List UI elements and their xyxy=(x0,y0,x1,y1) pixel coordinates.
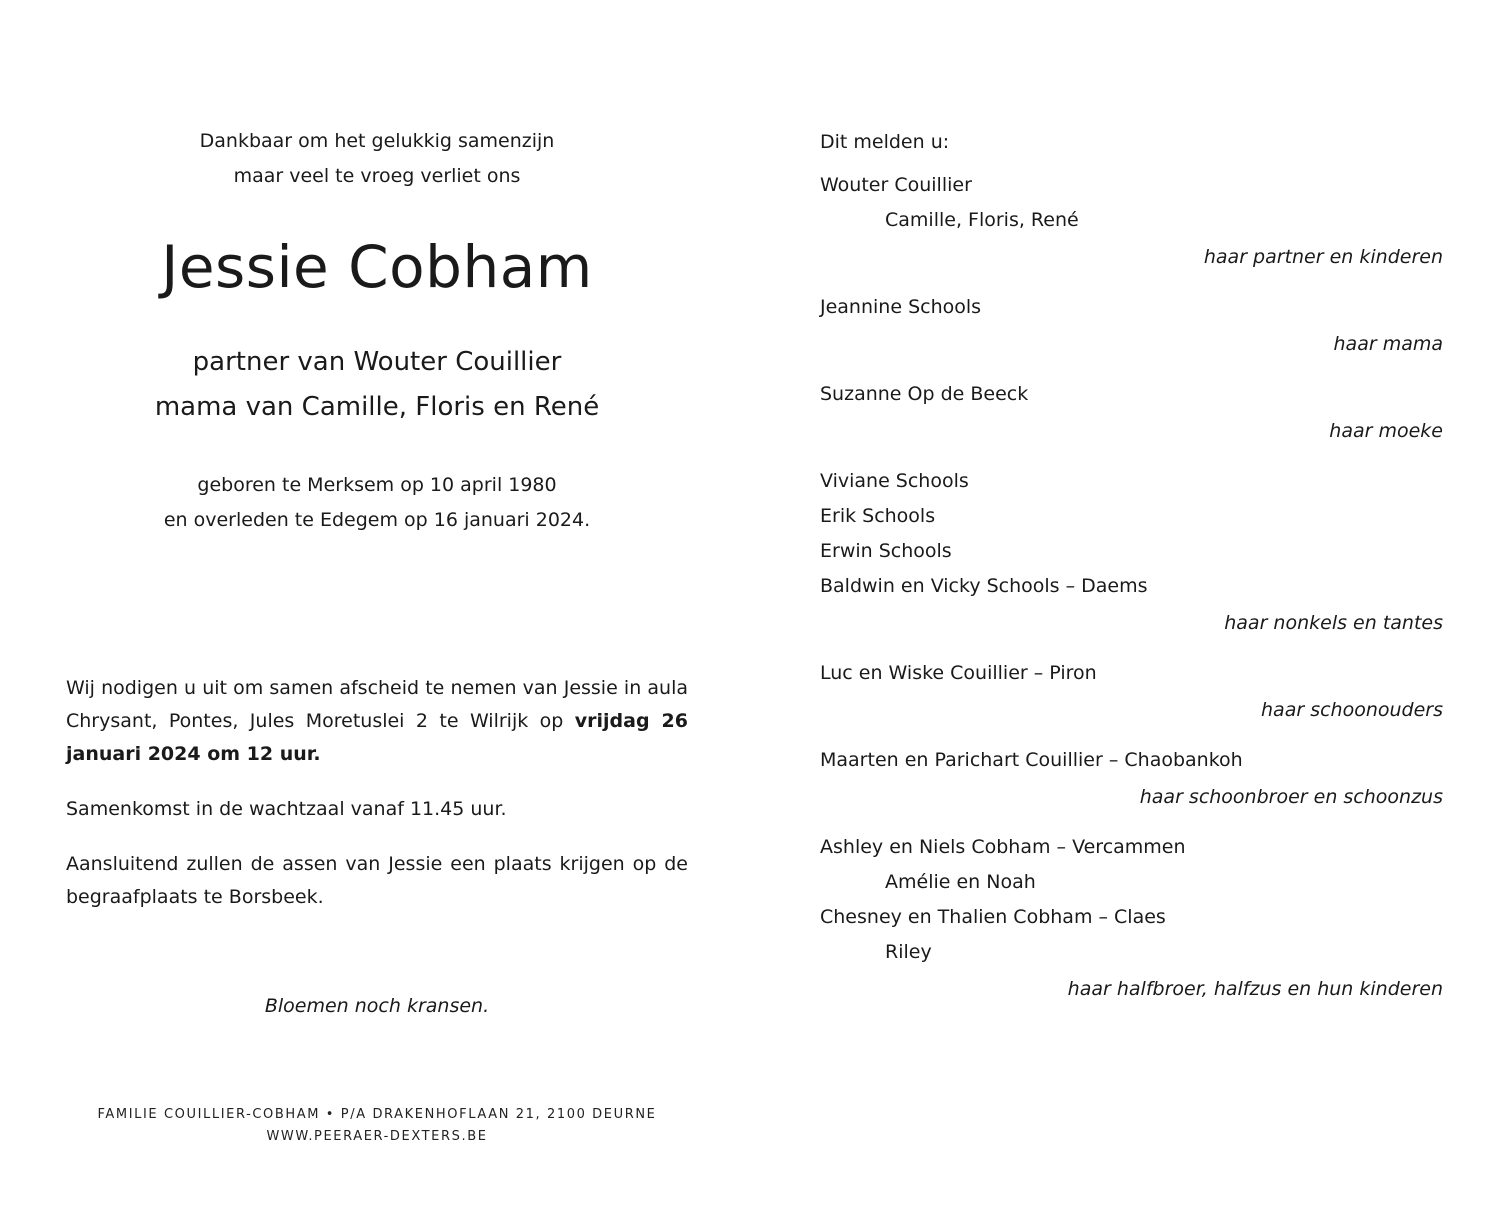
invitation-text: Wij nodigen u uit om samen afscheid te nemen van Jessie in aula Chrysant, Pontes, Jules Moretuslei 2 te Wilrijk op xyxy=(66,677,688,732)
family-member-line: Chesney en Thalien Cobham – Claes xyxy=(820,906,1166,928)
family-member-line: Luc en Wiske Couillier – Piron xyxy=(820,662,1097,684)
family-member-line: Suzanne Op de Beeck xyxy=(820,383,1029,405)
family-role: haar mama xyxy=(1333,333,1443,355)
family-role: haar schoonbroer en schoonzus xyxy=(1139,786,1443,808)
announce-heading: Dit melden u: xyxy=(820,131,950,153)
death-line: en overleden te Edegem op 16 januari 2024. xyxy=(163,509,591,531)
family-group xyxy=(820,290,1443,363)
family-member-line: Camille, Floris, René xyxy=(885,209,1079,231)
family-role: haar halfbroer, halfzus en hun kinderen xyxy=(1067,978,1443,1000)
ceremony-datetime: vrijdag 26 januari 2024 om 12 uur. xyxy=(66,710,689,765)
family-role: haar nonkels en tantes xyxy=(1224,612,1443,634)
gathering-paragraph: Samenkomst in de wachtzaal vanaf 11.45 uur. xyxy=(66,798,507,820)
left-panel xyxy=(66,124,689,1144)
funeral-website: WWW.PEERAER-DEXTERS.BE xyxy=(266,1129,488,1144)
right-panel xyxy=(820,124,1443,1022)
family-address: FAMILIE COUILLIER-COBHAM • P/A DRAKENHOFLAAN 21, 2100 DEURNE xyxy=(97,1107,657,1122)
family-member-line: Erik Schools xyxy=(820,505,936,527)
ashes-paragraph: Aansluitend zullen de assen van Jessie een plaats krijgen op de begraafplaats te Borsbeek. xyxy=(66,853,688,908)
flowers-note: Bloemen noch kransen. xyxy=(264,995,490,1017)
family-member-line: Erwin Schools xyxy=(820,540,952,562)
family-group xyxy=(820,168,1443,276)
family-member-line: Baldwin en Vicky Schools – Daems xyxy=(820,575,1148,597)
relation-partner: partner van Wouter Couillier xyxy=(192,347,562,377)
family-role: haar partner en kinderen xyxy=(1203,246,1443,268)
family-member-line: Riley xyxy=(885,941,932,963)
family-member-line: Wouter Couillier xyxy=(820,174,972,196)
family-group xyxy=(820,743,1443,816)
family-group xyxy=(820,656,1443,729)
intro-block xyxy=(66,124,688,194)
invitation-paragraph xyxy=(66,672,688,771)
family-member-line: Amélie en Noah xyxy=(885,871,1036,893)
family-group xyxy=(820,830,1443,1008)
intro-line-2: maar veel te vroeg verliet ons xyxy=(233,165,521,187)
family-member-line: Maarten en Parichart Couillier – Chaobankoh xyxy=(820,749,1243,771)
family-role: haar schoonouders xyxy=(1261,699,1443,721)
family-member-line: Jeannine Schools xyxy=(820,296,982,318)
family-address-footer xyxy=(66,1104,688,1148)
family-member-line: Viviane Schools xyxy=(820,470,969,492)
family-groups xyxy=(820,168,1443,1008)
family-group xyxy=(820,377,1443,450)
dates-block xyxy=(66,468,688,538)
family-group xyxy=(820,464,1443,642)
intro-line-1: Dankbaar om het gelukkig samenzijn xyxy=(199,130,555,152)
invitation-block xyxy=(66,672,688,936)
birth-line: geboren te Merksem op 10 april 1980 xyxy=(197,474,557,496)
relation-children: mama van Camille, Floris en René xyxy=(154,392,600,422)
deceased-name: Jessie Cobham xyxy=(161,233,593,301)
family-member-line: Ashley en Niels Cobham – Vercammen xyxy=(820,836,1186,858)
family-role: haar moeke xyxy=(1329,420,1443,442)
relations-block xyxy=(66,340,688,430)
